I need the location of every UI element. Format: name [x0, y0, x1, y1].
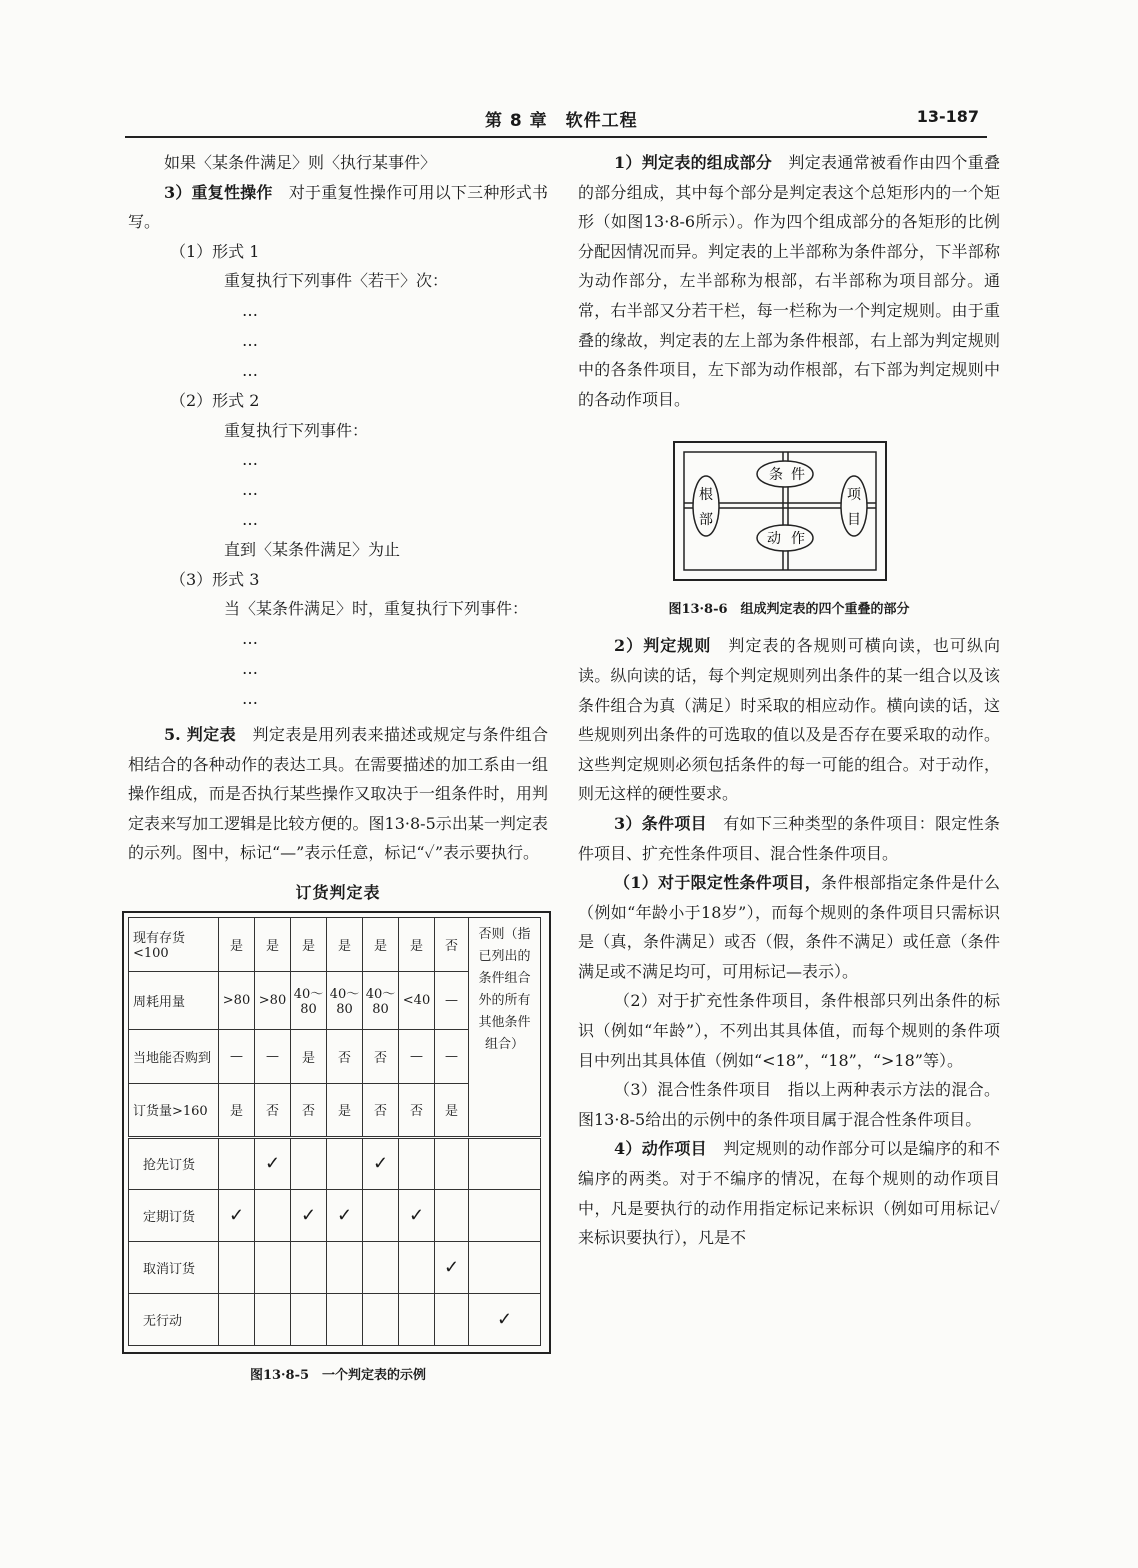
- condition-cell: >80: [255, 971, 291, 1029]
- paragraph-action-items: [578, 1134, 1000, 1252]
- label-root-1: 根: [699, 487, 713, 504]
- action-cell: [469, 1189, 541, 1241]
- label-root-2: 部: [699, 512, 713, 529]
- action-row: [129, 1241, 541, 1293]
- action-cell: [255, 1189, 291, 1241]
- action-cell: [435, 1189, 469, 1241]
- check-mark: ✓: [469, 1293, 541, 1345]
- form1-label: （1）形式 1: [170, 241, 260, 261]
- figure-caption: 图13·8-6 组成判定表的四个重叠的部分: [668, 602, 910, 618]
- paragraph-repeat-ops: [128, 178, 548, 237]
- table-caption: 图13·8-5 一个判定表的示例: [249, 1367, 427, 1383]
- text-decision-table: 判定表是用列表来描述或规定与条件组合相结合的各种动作的表达工具。在需要描述的加工系由一组操作组成，而是否执行某些操作又取决于一组条件时，用判定表来写加工逻辑是比较方便的。图13·8-5示出某一判定表的示列。图中，标记“—”表示任意，标记“✓”表示要执行。: [128, 724, 548, 863]
- figure-four-parts: [578, 436, 988, 596]
- action-cell: [327, 1293, 363, 1345]
- label-action-2: 作: [791, 531, 805, 548]
- label-item-1: 项: [847, 487, 861, 504]
- condition-cell: 是: [435, 1083, 469, 1137]
- check-mark: ✓: [399, 1189, 435, 1241]
- action-label: 定期订货: [129, 1189, 219, 1241]
- decision-table: [128, 917, 541, 1346]
- action-cell: [255, 1241, 291, 1293]
- text-repeat-ops: 对于重复性操作可用以下三种形式书写。: [128, 182, 548, 232]
- action-cell: [291, 1137, 327, 1189]
- form1-dots-1: …: [242, 300, 259, 320]
- action-cell: [399, 1293, 435, 1345]
- condition-cell: 否: [255, 1083, 291, 1137]
- action-row: [129, 1189, 541, 1241]
- text-components: 判定表通常被看作由四个重叠的部分组成，其中每个部分是判定表这个总矩形内的一个矩形（如图13·8-6所示）。作为四个组成部分的各矩形的比例分配因情况而异。判定表的上半部称为条件部分，下半部称为动作部分，左半部称为根部，右半部称为项目部分。通常，右半部又分若干栏，每一栏称为一个判定规则。由于重叠的缘故，判定表的左上部为条件根部，右上部为判定规则中的各条件项目，左下部为动作根部，右下部为判定规则中的各动作项目。: [578, 153, 1000, 409]
- check-mark: ✓: [219, 1189, 255, 1241]
- text-limited: 条件根部指定条件是什么（例如“年龄小于18岁”），而每个规则的条件项目只需标识是（真，条件满足）或否（假，条件不满足）或任意（条件满足或不满足均可，可用标记—表示）。: [578, 873, 1000, 981]
- condition-cell: >80: [219, 971, 255, 1029]
- form2-end: 直到〈某条件满足〉为止: [224, 540, 401, 560]
- check-mark: ✓: [327, 1189, 363, 1241]
- chapter-title: 第 8 章 软件工程: [485, 111, 638, 131]
- condition-label: 当地能否购到: [129, 1029, 219, 1083]
- action-cell: [363, 1241, 399, 1293]
- right-column: [578, 148, 1000, 1253]
- condition-cell: 是: [327, 1083, 363, 1137]
- condition-cell: —: [255, 1029, 291, 1083]
- action-cell: [399, 1241, 435, 1293]
- action-cell: [327, 1241, 363, 1293]
- condition-row: [129, 917, 541, 971]
- condition-cell: 否: [363, 1083, 399, 1137]
- form2-dots-2: …: [242, 480, 259, 500]
- condition-cell: 是: [255, 917, 291, 971]
- label-condition-1: 条: [769, 467, 783, 484]
- form2-body: 重复执行下列事件：: [224, 420, 369, 440]
- condition-cell: 否: [435, 917, 469, 971]
- form1-body: 重复执行下列事件〈若干〉次：: [224, 271, 449, 291]
- heading-decision-table: 5. 判定表: [164, 724, 237, 744]
- condition-cell: 是: [219, 1083, 255, 1137]
- form2-dots-1: …: [242, 450, 259, 470]
- table-title: 订货判定表: [295, 882, 381, 902]
- condition-cell: 是: [291, 917, 327, 971]
- action-cell: [435, 1293, 469, 1345]
- text-rules: 判定表的各规则可横向读，也可纵向读。纵向读的话，每个判定规则列出条件的某一组合以及该条件组合为真（满足）时采取的相应动作。横向读的话，这些规则列出条件的可选取的值以及是否存在要采取的动作。这些判定规则必须包括条件的每一可能的组合。对于动作，则无这样的硬性要求。: [578, 636, 1000, 804]
- form1-dots-3: …: [242, 360, 259, 380]
- heading-rules: 2）判定规则: [614, 636, 712, 656]
- action-row: [129, 1293, 541, 1345]
- label-action-1: 动: [767, 531, 781, 548]
- heading-cond-items: 3）条件项目: [614, 813, 707, 833]
- form2-dots-3: …: [242, 510, 259, 530]
- action-cell: [291, 1241, 327, 1293]
- paragraph-cond-items: [578, 809, 1000, 868]
- condition-cell: 是: [219, 917, 255, 971]
- action-cell: [399, 1137, 435, 1189]
- action-cell: [255, 1293, 291, 1345]
- heading-repeat-ops: 3）重复性操作: [164, 182, 273, 202]
- action-cell: [219, 1241, 255, 1293]
- condition-label: 订货量>160: [129, 1083, 219, 1137]
- condition-cell: 否: [291, 1083, 327, 1137]
- condition-cell: —: [435, 971, 469, 1029]
- check-mark: ✓: [363, 1137, 399, 1189]
- condition-cell: 是: [399, 917, 435, 971]
- check-mark: ✓: [435, 1241, 469, 1293]
- form3-dots-3: …: [242, 688, 259, 708]
- action-cell: [291, 1293, 327, 1345]
- label-condition-2: 件: [791, 467, 805, 484]
- check-mark: ✓: [255, 1137, 291, 1189]
- else-rule-note: 否则（指已列出的条件组合外的所有其他条件组合）: [469, 917, 541, 1137]
- action-cell: [219, 1137, 255, 1189]
- condition-cell: 否: [363, 1029, 399, 1083]
- condition-cell: —: [219, 1029, 255, 1083]
- paragraph-if-then: 如果〈某条件满足〉则〈执行某事件〉: [164, 153, 437, 172]
- figure-diagram: [578, 436, 988, 596]
- condition-cell: 是: [327, 917, 363, 971]
- condition-cell: 40～80: [327, 971, 363, 1029]
- heading-action-items: 4）动作项目: [614, 1139, 707, 1159]
- action-cell: [327, 1137, 363, 1189]
- condition-cell: 是: [291, 1029, 327, 1083]
- condition-cell: <40: [399, 971, 435, 1029]
- action-label: 抢先订货: [129, 1137, 219, 1189]
- condition-cell: 否: [399, 1083, 435, 1137]
- condition-label: 周耗用量: [129, 971, 219, 1029]
- action-cell: [363, 1293, 399, 1345]
- condition-cell: —: [435, 1029, 469, 1083]
- action-cell: [363, 1189, 399, 1241]
- condition-cell: 否: [327, 1029, 363, 1083]
- check-mark: ✓: [291, 1189, 327, 1241]
- page-number: 13-187: [916, 107, 979, 126]
- form3-dots-1: …: [242, 628, 259, 648]
- paragraph-extended: （2）对于扩充性条件项目，条件根部只列出条件的标识（例如“年龄”），不列出其具体值，而每个规则的条件项目中列出其具体值（例如“<18”，“18”，“>18”等）。: [578, 991, 1000, 1070]
- label-item-2: 目: [847, 512, 861, 529]
- action-cell: [219, 1293, 255, 1345]
- decision-table-frame: [122, 911, 551, 1354]
- paragraph-rules: [578, 631, 1000, 809]
- condition-label: 现有存货<100: [129, 917, 219, 971]
- action-label: 取消订货: [129, 1241, 219, 1293]
- page-header: [125, 106, 987, 138]
- action-cell: [435, 1137, 469, 1189]
- action-label: 无行动: [129, 1293, 219, 1345]
- action-cell: [469, 1241, 541, 1293]
- form3-dots-2: …: [242, 658, 259, 678]
- action-cell: [469, 1137, 541, 1189]
- left-column: [128, 148, 548, 1383]
- text-cond-items: 有如下三种类型的条件项目：限定性条件项目、扩充性条件项目、混合性条件项目。: [578, 813, 1000, 863]
- heading-limited: （1）对于限定性条件项目，: [614, 873, 822, 893]
- condition-cell: 是: [363, 917, 399, 971]
- action-row: [129, 1137, 541, 1189]
- form2-label: （2）形式 2: [170, 390, 260, 410]
- form3-body: 当〈某条件满足〉时，重复执行下列事件：: [224, 599, 529, 619]
- text-action-items: 判定规则的动作部分可以是编序的和不编序的两类。对于不编序的情况，在每个规则的动作项目中，凡是要执行的动作用指定标记来标识（例如可用标记✓来标识要执行），凡是不: [578, 1139, 1000, 1248]
- paragraph-mixed: （3）混合性条件项目 指以上两种表示方法的混合。图13·8-5给出的示例中的条件项目属于混合性条件项目。: [578, 1080, 1000, 1129]
- paragraph-components: [578, 148, 1000, 414]
- condition-cell: —: [399, 1029, 435, 1083]
- condition-cell: 40～80: [363, 971, 399, 1029]
- form1-dots-2: …: [242, 330, 259, 350]
- paragraph-limited: [578, 868, 1000, 986]
- heading-components: 1）判定表的组成部分: [614, 153, 773, 172]
- paragraph-decision-table: [128, 720, 548, 868]
- condition-cell: 40～80: [291, 971, 327, 1029]
- form3-label: （3）形式 3: [170, 569, 260, 589]
